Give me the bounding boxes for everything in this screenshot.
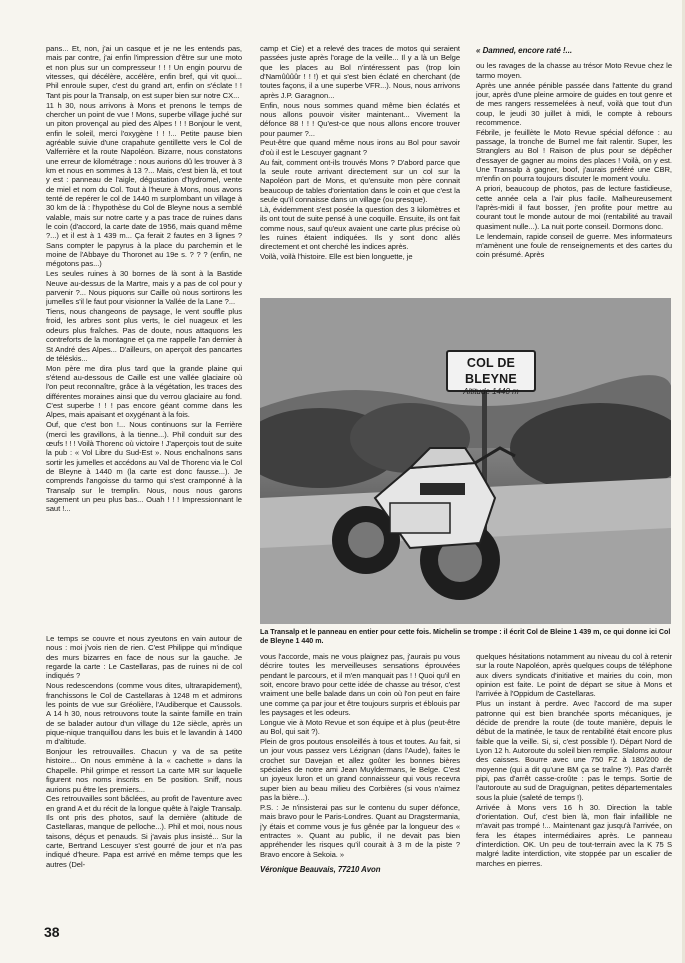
section-heading: « Damned, encore raté !... (476, 46, 573, 55)
paragraph: pans... Et, non, j'ai un casque et je ne les entends pas, mais par contre, j'ai enfin l'impression d'être sur une moto et non plus sur un compresseur ! ! ! Un engin pourvu de vitesses, qui décélère, accélère, enfin bref, qui vit quoi... Phil enroule super, c'est du grand art, enfin on s'éclate ! ! Tant pis pour la Transalp, on est super bien sur notre CX... (46, 44, 242, 100)
paragraph: Fébrile, je feuillète le Moto Revue spécial défonce : au passage, la tronche de Burnel me fait ralentir. Super, les Stranglers au Bol ! Raison de plus pour se dépêcher d'essayer de gagner au moins des places ! Voilà, on y est. Une Transalp à gagner, boof, j'aurais préféré une CBR, m'enfin on pourra toujours discuter le moment voulu. (476, 127, 672, 184)
paragraph: Ouf, que c'est bon !... Nous continuons sur la Ferrière (merci les gravillons, à la tienne...). Phil conduit sur des œufs ! ! ! Voilà Thorenc où victoire ! J'aperçois tout de suite la pub : « Vol Libre du Sud-Est ». Nous enchaînons sans sortir les jumelles et accédons au Val de Thorenc via le Col de Bleyne à 1440 m (la carte est donc fausse...). Je comprends l'angoisse du tarmo qui s'est cramponné à la Transalp sur le tremplin. Nous, nous nous garons sagement un peu plus bas... Ouah ! ! ! Impressionnant le saut !... (46, 420, 242, 514)
paragraph: Après une année pénible passée dans l'attente du grand jour, après d'une pleine armoire de guides en tout genre et de mes rangers ressemelées à neuf, voilà que tout d'un coup, le jeudi 30 juillet à midi, le compte à rebours recommence. (476, 80, 672, 127)
column-2 (260, 44, 460, 292)
paragraph: A priori, beaucoup de photos, pas de lecture fastidieuse, cette année cela a l'air plus facile. Malheureusement l'après-midi il faut bosser, j'en profite pour mettre au courant tout le monde autour de moi (rentabilité au travail quasiment nulle...). La nuit porte conseil. Dormons donc. (476, 184, 672, 231)
col-sign (446, 350, 536, 396)
paragraph: vous l'accorde, mais ne vous plaignez pas, j'aurais pu vous décrire toutes les merveilleuses sensations éprouvées pendant le parcours, et il m'en manquait pas ! ! Quoi qu'il en soit, encore bravo pour cette idée de chasse au trésor, c'est vraiment une belle balade dans un coin où l'on peut en faire une comme ça par jour et être toujours surpris et éblouis par les paysages et les odeurs. (260, 652, 460, 718)
column-3 (476, 44, 672, 294)
paragraph: camp et Cie) et a relevé des traces de motos qui seraient passées juste après l'orage de la veille... Il y a là un Belge que les places au Bol n'intéressent pas (trop loin d'Namûûûûr ! ! !) et qui s'est bien éclaté en cherchant (de toutes façons, il a une superbe VFR...). Nous, nous arrivons après J.P. Garagnon... (260, 44, 460, 100)
paragraph: quelques hésitations notamment au niveau du col à retenir sur la route Napoléon, après quelques coups de téléphone aux divers syndicats d'initiative et mairies du coin, mon opinion est faite. Le point de départ se situe à Mons et l'arrivée à l'Oppidum de Castellaras. (476, 652, 672, 699)
paragraph: ou les ravages de la chasse au trésor Moto Revue chez le tarmo moyen. (476, 61, 672, 80)
paragraph: Longue vie à Moto Revue et son équipe et à plus (peut-être au Bol, qui sait ?). (260, 717, 460, 737)
motorcycle-photo (260, 298, 671, 624)
sign-altitude: Altitude 1440 m (463, 387, 519, 396)
paragraph: Plus un instant à perdre. Avec l'accord de ma super patronne qui est bien branchée sports mécaniques, je décide de prendre la route (de toute manière, depuis le début de la matinée, le taux de rentabilité était encore plus faible que la veille. Si, si, c'est possible !). Départ Nord de Lyon 12 h. Autoroute du soleil bien remplie. Slaloms autour des caisses. Bourre avec une 750 FZ à 180/200 de moyenne (qui a dit qu'une BM ça se traîne ?). Pas d'arrêt pipi, pas d'arrêt casse-croûte : pas le temps. Sortie de l'autoroute au sud de Draguignan, petites départementales sous la pluie (saleté de temps !). (476, 699, 672, 802)
column-1 (46, 44, 242, 630)
paragraph: Au fait, comment ont-ils trouvés Mons ? D'abord parce que la seule route arrivant directement sur un col sur la Napoléon part de Mons, et qu'ensuite mon père connait beaucoup de tables d'orientation dans le coin et que c'est la seule qu'il connaisse dans un village (ou presque). (260, 157, 460, 204)
paragraph: Peut-être que quand même nous irons au Bol pour savoir d'où il est le Lescuyer gagnant ? (260, 138, 460, 157)
paragraph: Tiens, nous changeons de paysage, le vent souffle plus froid, les arbres sont plus verts, le ciel nuageux et les odeurs plus fraîches. Pas de doute, nous attaquons les contreforts de la montagne et ça me rappelle l'an dernier à St André des Alpes... D'ailleurs, on aperçoit des pancartes de téléskis... (46, 307, 242, 363)
photo-caption: La Transalp et le panneau en entier pour cette fois. Michelin se trompe : il écrit Col de Bleine 1 439 m, ce qui donne ici Col de Bleyne 1 440 m. (260, 628, 671, 645)
column-4 (260, 652, 460, 922)
paragraph: 11 h 30, nous arrivons à Mons et prenons le temps de chercher un point de vue ! Mons, superbe village juché sur un piton provençal au pied des Alpes ! ! ! Bonjour le vent, enfin le soleil, merci l'oxygène ! ! !... Petite pause bien agréable suivie d'une crapahute gentillette vers le Col de Valferrière et la route Napoléon. Bizarre, nous constatons une erreur de kilométrage : nous aurions dû les trouver à 3 km et nous en sommes à 13 ?... Mais, c'est bien là, et tout y est : panneau de l'aigle, dégustation d'hydromel, vente de miel et nom du Col. Tout à l'heure à Mons, nous avons tenté de repérer le col de 1440 m surplombant un village à 30 km de là : l'hypothèse du Col de Bleyne nous a semblé valable, mais sur notre carte y a pas trace de ruines dans le coin (d'accord, la carte date de 1956, mais quand même ?...) et il est à 1 439 m... Ça ferait 2 fautes en 3 lignes ? Sans compter le papyrus à la place du parchemin et le moine de l'Abbaye du Thoronet au 19e s. ? ? ? (enfin, ne mégotons pas...) (46, 100, 242, 269)
paragraph: Enfin, nous nous sommes quand même bien éclatés et nous allons pouvoir visiter maintenant... Vivement la défonce 88 ! ! ! Qu'est-ce que nous allons encore trouver pour paumer ?... (260, 100, 460, 138)
paragraph: Le temps se couvre et nous zyeutons en vain autour de nous : moi j'vois rien de rien. C'est Philippe qui m'indique des murs bizarres en face de nous sur la gauche. Je regarde la carte : Le Castellaras, pas de ruines ni de col indiqués ? (46, 634, 242, 681)
paragraph: P.S. : Je n'insisterai pas sur le contenu du super défonce, mais bravo pour le Paris-Londres. Quant au Dragstermania, j'y étais et comme vous je fus gênée par la longueur des « entractes ». Quant au public, il ne devait pas bien appréhender les risques qu'il courait à 3 m de la piste ? Bravo encore à Sekoia. » (260, 803, 460, 859)
paragraph: Nous redescendons (comme vous dites, ultrarapidement), franchissons le Col de Castellaras à 1248 m et admirons les points de vue sur Gréolière, l'Audiberque et Caussols. A 14 h 30, nous retrouvons toute la sainte famille en train de se balader autour d'un village du 12e siècle, après un pique-nique tranquillou dans les buis et le lavandin à 1400 m d'altitude. (46, 681, 242, 747)
column-5 (476, 652, 672, 922)
paragraph: Le lendemain, rapide conseil de guerre. Mes informateurs m'amènent une foule de renseignements et des cartes du coin présumé. Après (476, 231, 672, 260)
paragraph: Là, évidemment s'est posée la question des 3 kilomètres et ils ont tout de suite pensé à une coquille. Ensuite, ils ont fait comme nous, sauf qu'eux avaient une carte plus précise où les ruines étaient indiquées. Ils y sont donc allés directement et ont cherché les indices après. (260, 204, 460, 252)
sign-title: COL DE BLEYNE (465, 356, 517, 386)
photo-scene (260, 298, 671, 624)
paragraph: Mon père me dira plus tard que la grande plaine qui s'étend au-dessous de Caille est une vallée glaciaire où l'on peut reconnaître, grâce à la végétation, les traces des différentes moraines ainsi que du verrou glaciaire au fond. C'est superbe ! ! ! pas encore géant comme dans les Alpes, mais apaisant et oxygénant à la fois. (46, 363, 242, 420)
paragraph: Ces retrouvailles sont bâclées, au profit de l'aventure avec en grand A et du récit de la longue quête à l'aigle Transalp. Ils ont pris des photos, sauf la dernière (altitude de Castellaras, manque de pelloche...). Phil et moi, nous nous taisons, déçus et penauds. Si j'avais plus insisté... Sur la carte, Bertrand Lescuyer s'est gourré de jour et n'a pas indiqué d'heure. Papa est arrivé en même temps que les autres (Del- (46, 794, 242, 869)
paragraph: Les seules ruines à 30 bornes de là sont à la Bastide Neuve au-dessus de la Martre, mais y a pas de col pour y parvenir ?... Nous piquons sur Caille où nous sortirons les jumelles s'il le faut pour visionner la Vallée de la Lane ?... (46, 269, 242, 307)
page-number: 38 (44, 924, 60, 940)
author-signature: Véronique Beauvais, 77210 Avon (260, 865, 381, 875)
paragraph: Arrivée à Mons vers 16 h 30. Direction la table d'orientation. Ouf, c'est bien là, mon flair infaillible ne m'avait pas trompé !... Maintenant gaz jusqu'à l'arrivée, on fera les étapes intermédiaires après. Le panneau d'interdiction. OK. Un peu de tout-terrain avec la K 75 S malgré ladite interdiction, vite stoppée par un escalier de marches en pierres. (476, 802, 672, 868)
paragraph: Voilà, voilà l'histoire. Elle est bien longuette, je (260, 252, 413, 262)
paragraph: Plein de gros poutous ensoleillés à tous et toutes. Au fait, si un jour vous passez vers Lézignan (dans l'Aude), faites le crochet sur Davejan et allez goûter les bonnes bières spéciales de notre ami Jean Muyldermans, le Belge. C'est un joyeux luron et un grand connaisseur qui vous recevra super bien au beau milieu des Corbières (si vous n'aimez pas la bière...). (260, 737, 460, 803)
column-1-bottom (46, 634, 242, 914)
paragraph: Bonjour les retrouvailles. Chacun y va de sa petite histoire... On nous emmène à la « cachette » dans la Chapelle. Phil grimpe et ressort La carte MR sur laquelle figurent nos noms inscrits en 5e position. Sniff, nous aurions pu être les premiers... (46, 747, 242, 794)
